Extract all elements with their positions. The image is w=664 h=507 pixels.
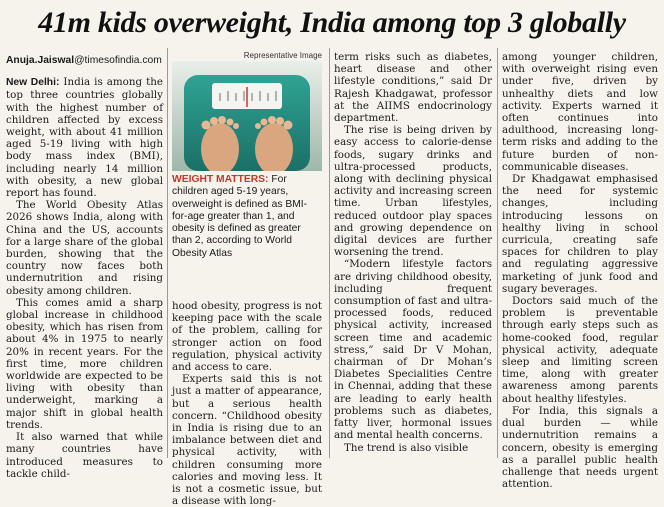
paragraph [6, 76, 163, 199]
paragraph: Dr Khadgawat emphasised the need for systemic changes, including introducing lessons on healthy living in school curricula, creating safe spaces for children to play and regulating aggressive marketing of junk food and sugary beverages. [502, 173, 658, 295]
dateline: New Delhi: [6, 77, 60, 89]
column-divider [329, 48, 330, 458]
paragraph: Experts said this is not just a matter of appearance, but a serious health concern. “Childhood obesity in India is rising due to an imbalance between diet and physical activity, with children consuming more calories and moving less. It is not a cosmetic issue, but a disease with long- [172, 373, 322, 507]
article-column-3 [334, 51, 492, 454]
scale-feet-photo [172, 61, 322, 171]
article-column-4 [502, 51, 658, 490]
article-column-2 [172, 300, 322, 507]
byline-name: Anuja.Jaiswal [6, 55, 75, 66]
paragraph: hood obesity, progress is not keeping pace with the scale of the problem, calling for stronger action on food regulation, physical activity and access to care. [172, 300, 322, 374]
paragraph: among younger children, with overweight rising even under five, driven by unhealthy diets and low activity. Experts warned it often continues into adulthood, increasing long-term risks and adding to the future burden of non-communicable diseases. [502, 51, 658, 173]
paragraph: “Modern lifestyle factors are driving childhood obesity, including frequent consumption of fast and ultra-processed foods, reduced physical activity, increased screen time and academic stress,” said Dr V Mohan, chairman of Dr Mohan’s Diabetes Specialities Centre in Chennai, adding that these are leading to early health problems such as diabetes, fatty liver, hormonal issues and mental health concerns. [334, 258, 492, 442]
paragraph: For India, this signals a dual burden — while undernutrition remains a concern, obesity is emerging as a parallel public health challenge that needs urgent attention. [502, 404, 658, 491]
paragraph-text: India is among the top three countries globally with the highest number of children affected by excess weight, with about 41 million aged 5-19 living with high body mass index (BMI), including nearly 14 million with obesity, a new global report has found. [6, 76, 163, 200]
paragraph: This comes amid a sharp global increase in childhood obesity, which has risen from about 4% in 1975 to nearly 20% in recent years. For the first time, more children worldwide are expected to be living with obesity than underweight, marking a major shift in global health trends. [6, 296, 163, 431]
paragraph: term risks such as diabetes, heart disease and other lifestyle conditions,” said Dr Rajesh Khadgawat, professor at the AIIMS endocrinology department. [334, 51, 492, 125]
headline: 41m kids overweight, India among top 3 globally [38, 6, 626, 39]
paragraph: It also warned that while many countries have introduced measures to tackle child- [6, 431, 163, 480]
column-divider [497, 48, 498, 458]
paragraph: Doctors said much of the problem is preventable through early steps such as home-cooked food, regular physical activity, adequate sleep and limiting screen time, along with greater awareness among parents about healthy lifestyles. [502, 295, 658, 405]
paragraph: The rise is being driven by easy access to calorie-dense foods, sugary drinks and ultra-processed products, along with declining physical activity and increasing screen time. Urban lifestyles, reduced outdoor play spaces and growing dependence on digital devices are further worsening the trend. [334, 124, 492, 259]
callout-label: WEIGHT MATTERS: [172, 174, 269, 185]
photo-callout [172, 174, 322, 260]
callout-text: For children aged 5-19 years, overweight is defined as BMI-for-age greater than 1, and obesity is defined as greater than 2, according to World Obesity Atlas [172, 174, 308, 259]
paragraph: The trend is also visible [344, 441, 469, 454]
image-credit: Representative Image [243, 51, 322, 60]
byline-email: @timesofindia.com [74, 55, 162, 66]
byline [6, 55, 163, 67]
column-divider [167, 48, 168, 458]
paragraph: The World Obesity Atlas 2026 shows India, along with China and the US, accounts for a large share of the global burden, showing that the country now faces both undernutrition and rising obesity among children. [6, 199, 163, 297]
article-column-1 [6, 55, 163, 480]
